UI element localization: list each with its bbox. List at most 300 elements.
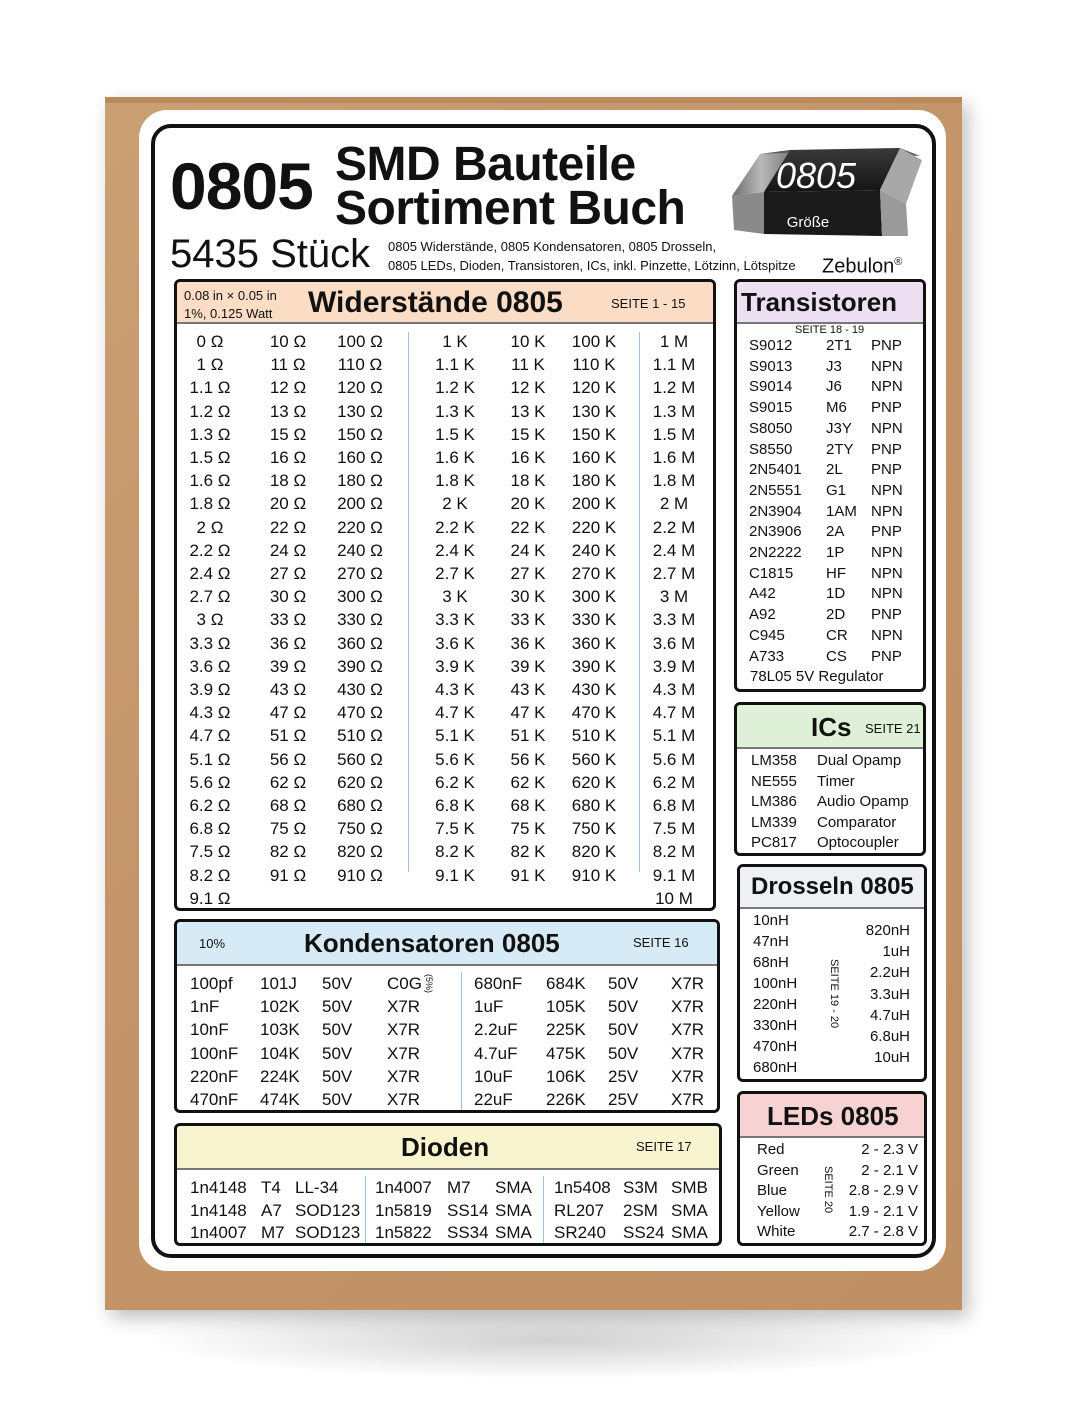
resistor-value: 3.9 Ω xyxy=(189,680,231,699)
capacitor-cell: X7R xyxy=(671,1090,705,1109)
resistor-value: 0 Ω xyxy=(196,332,224,351)
resistor-value: 1.5 M xyxy=(652,424,696,444)
brand-name xyxy=(822,250,902,279)
transistor-cell: C1815 xyxy=(749,564,794,582)
resistor-value: 6.2 M xyxy=(652,772,696,792)
led-voltage: 2 - 2.3 V xyxy=(861,1141,918,1158)
resistor-value: 36 Ω xyxy=(269,633,307,653)
inductor-value: 47nH xyxy=(753,933,789,950)
chip-caption: Größe xyxy=(786,214,830,231)
title-line-1: SMD Bauteile xyxy=(335,138,636,191)
capacitor-cell: 475K xyxy=(546,1043,586,1063)
capacitor-cell: 470nF xyxy=(190,1090,239,1109)
transistor-cell: J3 xyxy=(826,357,842,375)
inductors-section xyxy=(737,864,927,1082)
diode-cell: 1n4007 xyxy=(190,1223,247,1242)
transistor-cell: J3Y xyxy=(826,419,852,437)
transistor-cell: PNP xyxy=(871,647,902,665)
resistor-value: 1.2 M xyxy=(652,378,696,398)
resistor-value: 750 Ω xyxy=(337,819,383,839)
capacitor-cell: 50V xyxy=(608,1043,639,1063)
capacitor-cell: 226K xyxy=(546,1090,586,1109)
resistor-value: 510 K xyxy=(571,726,617,746)
transistors-title: Transistoren xyxy=(741,287,898,317)
resistor-value: 100 K xyxy=(571,332,617,351)
size-heading: 0805 xyxy=(170,149,313,223)
transistor-cell: J6 xyxy=(826,378,842,396)
resistor-value: 33 K xyxy=(510,610,546,630)
transistor-cell: 2D xyxy=(826,606,846,624)
ic-part: LM358 xyxy=(751,752,797,769)
resistor-value: 7.5 Ω xyxy=(189,842,231,862)
led-color: Blue xyxy=(757,1182,788,1200)
capacitor-cell: X7R xyxy=(671,1043,705,1063)
capacitor-cell: 25V xyxy=(608,1090,639,1109)
resistor-value: 6.2 K xyxy=(435,772,475,792)
resistor-value: 3 K xyxy=(442,587,468,607)
transistor-cell: S9014 xyxy=(749,378,793,396)
resistor-value: 62 Ω xyxy=(269,772,307,792)
resistor-value: 2.4 M xyxy=(652,540,696,560)
cog-tolerance-note: (5%) xyxy=(424,974,434,994)
resistor-value: 2.2 K xyxy=(435,517,475,537)
resistor-value: 120 K xyxy=(571,378,617,398)
diode-cell: 1n5408 xyxy=(554,1178,611,1197)
led-voltage: 2.8 - 2.9 V xyxy=(848,1182,918,1200)
transistor-cell: PNP xyxy=(871,523,902,541)
resistor-value: 1.1 Ω xyxy=(189,378,231,398)
resistor-value: 110 K xyxy=(572,355,616,375)
ics-section xyxy=(734,702,926,856)
transistor-cell: NPN xyxy=(871,502,903,520)
capacitor-cell: 25V xyxy=(608,1066,639,1086)
resistor-value: 4.3 K xyxy=(435,680,475,699)
diode-cell: 1n4148 xyxy=(190,1178,247,1197)
diode-cell: SS34 xyxy=(447,1223,489,1242)
resistor-value: 56 Ω xyxy=(269,749,307,769)
resistor-value: 6.8 K xyxy=(435,796,475,815)
capacitor-cell: X7R xyxy=(671,997,705,1017)
transistor-cell: S9015 xyxy=(749,399,793,417)
resistor-value: 130 K xyxy=(571,401,617,421)
resistor-value: 2.7 K xyxy=(435,564,475,583)
smd-chip-illustration xyxy=(730,146,924,238)
capacitor-cell: X7R xyxy=(671,974,705,993)
subtitle-line-2: 0805 LEDs, Dioden, Transistoren, ICs, inkl. Pinzette, Lötzinn, Lötspitze xyxy=(388,258,796,273)
resistor-value: 360 K xyxy=(571,633,617,653)
resistor-value: 3.3 Ω xyxy=(189,633,231,653)
diode-cell: SMA xyxy=(671,1223,708,1242)
leds-header xyxy=(740,1094,924,1138)
resistor-value: 27 K xyxy=(510,564,546,583)
capacitor-cell: 101J xyxy=(260,974,297,993)
transistor-cell: CR xyxy=(826,626,848,644)
resistor-value: 68 Ω xyxy=(269,796,307,815)
diode-cell: SOD123 xyxy=(295,1223,361,1242)
capacitor-cell: 104K xyxy=(260,1043,300,1063)
resistor-spec xyxy=(184,287,277,323)
transistor-cell: NPN xyxy=(871,564,903,582)
brand-text: Zebulon xyxy=(822,255,895,278)
leds-section xyxy=(737,1091,927,1246)
resistor-value: 24 Ω xyxy=(269,540,307,560)
subtitle-line-1: 0805 Widerstände, 0805 Kondensatoren, 0805 Drosseln, xyxy=(388,239,717,254)
ic-part: LM386 xyxy=(751,793,797,811)
resistor-value: 430 K xyxy=(571,680,617,699)
resistor-value: 560 K xyxy=(571,749,617,769)
resistor-value: 2 K xyxy=(442,494,468,514)
transistor-cell: NPN xyxy=(871,481,903,499)
transistor-cell: 2TY xyxy=(826,440,854,458)
capacitor-cell: 50V xyxy=(322,1043,353,1063)
diode-cell: 1n4148 xyxy=(190,1200,247,1220)
resistor-value: 270 K xyxy=(571,564,617,583)
leds-title: LEDs 0805 xyxy=(767,1101,899,1131)
diode-cell: SS14 xyxy=(447,1200,489,1220)
diodes-header xyxy=(177,1126,719,1170)
ic-function: Audio Opamp xyxy=(817,793,909,811)
diode-cell: SMA xyxy=(671,1200,708,1220)
resistor-value: 240 K xyxy=(571,540,617,560)
resistor-value: 10 M xyxy=(655,888,693,908)
transistor-cell: S9012 xyxy=(749,337,793,354)
ic-part: NE555 xyxy=(751,772,797,790)
resistor-value: 3 M xyxy=(659,587,689,607)
box-edge xyxy=(105,97,962,103)
transistor-cell: A733 xyxy=(749,647,785,665)
resistor-value: 1.8 K xyxy=(435,471,475,491)
transistor-cell: 1P xyxy=(826,544,845,561)
column-divider xyxy=(461,972,462,1110)
capacitor-cell: 2.2uF xyxy=(474,1020,518,1040)
diodes-section xyxy=(174,1123,722,1246)
capacitor-cell: 50V xyxy=(322,997,353,1017)
ic-function: Comparator xyxy=(817,813,897,831)
diode-cell: SMA xyxy=(495,1223,532,1242)
regulator-entry: 78L05 5V Regulator xyxy=(750,668,884,686)
resistor-value: 8.2 Ω xyxy=(189,865,231,885)
resistor-value: 7.5 M xyxy=(652,819,696,839)
transistor-cell: 2N2222 xyxy=(749,544,802,561)
resistor-value: 3.3 K xyxy=(435,610,475,630)
ic-function: Timer xyxy=(817,772,855,790)
capacitor-cell: 220nF xyxy=(190,1066,239,1086)
capacitor-cell: 22uF xyxy=(474,1090,513,1109)
resistor-value: 22 K xyxy=(510,517,546,537)
resistor-value: 1.3 K xyxy=(435,401,475,421)
resistor-value: 20 Ω xyxy=(269,494,307,514)
resistor-value: 10 Ω xyxy=(269,332,307,351)
resistor-value: 75 Ω xyxy=(269,819,307,839)
resistor-value: 6.8 Ω xyxy=(189,819,231,839)
resistor-value: 33 Ω xyxy=(269,610,307,630)
transistor-cell: PNP xyxy=(871,606,902,624)
transistor-cell: S8550 xyxy=(749,440,793,458)
diode-cell: RL207 xyxy=(554,1200,605,1220)
column-divider xyxy=(639,332,640,872)
resistor-value: 9.1 K xyxy=(435,865,475,885)
led-color: Red xyxy=(757,1141,785,1158)
capacitor-cell: 50V xyxy=(608,997,639,1017)
diode-cell: SR240 xyxy=(554,1223,606,1242)
resistor-value: 470 Ω xyxy=(337,703,383,723)
subtitle xyxy=(388,237,818,275)
resistor-value: 2 M xyxy=(659,494,689,514)
capacitor-tolerance: 10% xyxy=(199,936,226,951)
resistor-value: 680 K xyxy=(571,796,617,815)
resistor-value: 160 K xyxy=(571,448,617,467)
resistor-value: 91 Ω xyxy=(269,865,307,885)
resistor-value: 2.4 Ω xyxy=(189,564,231,583)
transistor-cell: 2T1 xyxy=(826,337,852,354)
resistor-value: 1 Ω xyxy=(196,355,224,375)
diode-cell: 1n5819 xyxy=(375,1200,432,1220)
resistor-value: 150 K xyxy=(571,424,617,444)
transistor-cell: C945 xyxy=(749,626,785,644)
resistor-value: 1.5 K xyxy=(435,424,475,444)
transistors-section xyxy=(734,279,926,692)
resistor-value: 1 M xyxy=(659,332,689,351)
resistor-value: 1.6 Ω xyxy=(189,471,231,491)
resistor-value: 3.6 Ω xyxy=(189,656,231,676)
registered-mark: ® xyxy=(894,256,903,268)
diode-cell: 1n4007 xyxy=(375,1178,432,1197)
resistor-value: 300 Ω xyxy=(337,587,383,607)
resistor-value: 68 K xyxy=(510,796,546,815)
capacitor-cell: 680nF xyxy=(474,974,523,993)
transistor-cell: CS xyxy=(826,647,847,665)
resistor-value: 750 K xyxy=(571,819,617,839)
resistor-value: 2.2 M xyxy=(652,517,696,537)
transistor-cell: PNP xyxy=(871,440,902,458)
transistor-cell: NPN xyxy=(871,357,903,375)
piece-count: 5435 Stück xyxy=(170,232,371,276)
resistor-value: 360 Ω xyxy=(337,633,383,653)
inductor-value: 220nH xyxy=(753,996,798,1013)
resistor-value: 16 Ω xyxy=(269,448,307,467)
resistor-value: 3.9 M xyxy=(652,656,696,676)
resistor-value: 47 Ω xyxy=(269,703,307,723)
resistor-value: 43 Ω xyxy=(269,680,307,699)
capacitor-cell: 103K xyxy=(260,1020,300,1040)
resistor-value: 22 Ω xyxy=(269,517,307,537)
resistor-value: 510 Ω xyxy=(337,726,383,746)
diode-cell: A7 xyxy=(261,1200,282,1220)
resistor-value: 5.6 Ω xyxy=(189,772,231,792)
capacitor-cell: 1uF xyxy=(474,997,504,1017)
resistor-value: 330 Ω xyxy=(337,610,383,630)
resistor-value: 1.2 Ω xyxy=(189,401,231,421)
capacitor-cell: 102K xyxy=(260,997,300,1017)
transistor-cell: 1D xyxy=(826,585,846,603)
resistor-value: 39 K xyxy=(510,656,546,676)
ic-part: PC817 xyxy=(751,834,797,852)
resistor-value: 5.1 M xyxy=(652,726,696,746)
diode-cell: SOD123 xyxy=(295,1200,361,1220)
resistor-value: 1.2 K xyxy=(435,378,475,398)
inductor-value: 820nH xyxy=(865,922,910,939)
resistor-value: 5.1 K xyxy=(435,726,475,746)
transistor-cell: S9013 xyxy=(749,357,793,375)
resistor-value: 200 Ω xyxy=(337,494,383,514)
led-voltage: 1.9 - 2.1 V xyxy=(848,1202,918,1220)
resistor-value: 820 Ω xyxy=(337,842,383,862)
resistor-value: 2.7 M xyxy=(652,564,696,583)
transistor-cell: 2L xyxy=(826,461,843,479)
capacitor-cell: 684K xyxy=(546,974,586,993)
resistor-value: 24 K xyxy=(510,540,546,560)
resistor-value: 1.6 M xyxy=(652,448,696,467)
transistor-cell: NPN xyxy=(871,585,903,603)
transistor-cell: S8050 xyxy=(749,419,793,437)
diode-cell: SMA xyxy=(495,1178,532,1197)
resistor-value: 220 Ω xyxy=(337,517,383,537)
resistor-value: 2.4 K xyxy=(435,540,475,560)
resistor-value: 13 K xyxy=(510,401,546,421)
transistor-cell: G1 xyxy=(826,481,847,499)
capacitors-title: Kondensatoren 0805 xyxy=(304,928,560,958)
resistor-value: 11 K xyxy=(511,355,545,375)
transistor-cell: A92 xyxy=(749,606,776,624)
resistor-value: 91 K xyxy=(510,865,546,885)
resistor-value: 470 K xyxy=(571,703,617,723)
column-divider xyxy=(365,1176,366,1244)
resistor-value: 390 K xyxy=(571,656,617,676)
capacitor-cell: 1nF xyxy=(190,997,220,1017)
transistor-cell: 2N5551 xyxy=(749,481,802,499)
resistor-value: 11 Ω xyxy=(270,355,306,375)
capacitors-section xyxy=(174,919,720,1113)
transistor-cell: 2N3904 xyxy=(749,502,802,520)
inductors-header xyxy=(740,867,924,909)
inductors-page: SEITE 19 - 20 xyxy=(828,959,840,1029)
ic-part: LM339 xyxy=(751,813,797,831)
resistor-value: 56 K xyxy=(510,749,546,769)
capacitor-cell: 50V xyxy=(322,1020,353,1040)
diode-cell: LL-34 xyxy=(295,1178,339,1197)
resistor-value: 560 Ω xyxy=(337,749,383,769)
capacitor-cell: X7R xyxy=(387,1043,421,1063)
ic-function: Optocoupler xyxy=(817,834,899,852)
capacitor-cell: 474K xyxy=(260,1090,300,1109)
inductor-value: 10nH xyxy=(753,912,789,929)
resistor-value: 8.2 K xyxy=(435,842,475,862)
capacitor-cell: X7R xyxy=(671,1020,705,1040)
capacitor-cell: 50V xyxy=(322,974,353,993)
resistor-value: 240 Ω xyxy=(337,540,383,560)
resistor-value: 5.6 M xyxy=(652,749,696,769)
resistor-value: 12 K xyxy=(510,378,546,398)
resistor-value: 330 K xyxy=(571,610,617,630)
resistor-value: 12 Ω xyxy=(269,378,307,398)
transistor-cell: 2N5401 xyxy=(749,461,802,479)
resistors-page: SEITE 1 - 15 xyxy=(611,296,686,311)
resistor-value: 390 Ω xyxy=(337,656,383,676)
box-shadow xyxy=(140,1300,960,1380)
resistor-value: 30 Ω xyxy=(269,587,307,607)
resistor-value: 47 K xyxy=(510,703,546,723)
capacitor-cell: X7R xyxy=(387,997,421,1017)
diode-cell: SMA xyxy=(495,1200,532,1220)
capacitor-cell: 50V xyxy=(322,1066,353,1086)
resistor-value: 51 K xyxy=(510,726,546,746)
resistor-value: 430 Ω xyxy=(337,680,383,699)
resistor-value: 9.1 M xyxy=(652,865,696,885)
resistor-value: 51 Ω xyxy=(269,726,307,746)
resistor-value: 120 Ω xyxy=(337,378,383,398)
resistor-value: 82 Ω xyxy=(269,842,307,862)
transistor-cell: PNP xyxy=(871,337,902,354)
capacitor-cell: X7R xyxy=(671,1066,705,1086)
resistors-header xyxy=(177,282,713,324)
resistor-value: 30 K xyxy=(510,587,546,607)
led-color: Green xyxy=(757,1161,799,1179)
inductor-value: 1uH xyxy=(882,943,910,961)
resistor-value: 16 K xyxy=(510,448,546,467)
diode-cell: 2SM xyxy=(623,1200,658,1220)
inductor-value: 6.8uH xyxy=(869,1028,910,1045)
transistor-cell: 2N3906 xyxy=(749,523,802,541)
resistors-title: Widerstände 0805 xyxy=(308,286,563,319)
resistor-value: 270 Ω xyxy=(337,564,383,583)
diode-cell: 1n5822 xyxy=(375,1223,432,1242)
diode-cell: M7 xyxy=(447,1178,471,1197)
resistor-value: 4.7 M xyxy=(652,703,696,723)
resistor-value: 160 Ω xyxy=(337,448,383,467)
capacitor-cell: 10nF xyxy=(190,1020,229,1040)
capacitors-header xyxy=(177,922,717,966)
resistor-value: 8.2 M xyxy=(652,842,696,862)
capacitor-cell: 50V xyxy=(608,1020,639,1040)
diode-cell: T4 xyxy=(261,1178,281,1197)
transistor-cell: NPN xyxy=(871,544,903,561)
resistor-value: 910 Ω xyxy=(337,865,383,885)
capacitor-cell: 4.7uF xyxy=(474,1043,518,1063)
resistor-value: 620 K xyxy=(571,772,617,792)
diodes-title: Dioden xyxy=(401,1132,490,1162)
resistor-value: 5.1 Ω xyxy=(189,749,231,769)
resistor-value: 220 K xyxy=(571,517,617,537)
resistor-value: 1.3 M xyxy=(652,401,696,421)
inductor-value: 330nH xyxy=(753,1017,798,1034)
resistor-value: 100 Ω xyxy=(337,332,383,351)
capacitor-cell: 50V xyxy=(322,1090,353,1109)
resistor-value: 180 Ω xyxy=(337,471,383,491)
resistor-value: 1.3 Ω xyxy=(189,424,231,444)
resistor-value: 5.6 K xyxy=(435,749,475,769)
capacitor-cell: 225K xyxy=(546,1020,586,1040)
capacitor-cell: 10uF xyxy=(474,1066,513,1086)
resistor-value: 910 K xyxy=(571,865,617,885)
inductor-value: 2.2uH xyxy=(869,964,910,982)
transistor-cell: PNP xyxy=(871,461,902,479)
resistor-value: 9.1 Ω xyxy=(189,888,231,908)
resistor-value: 18 Ω xyxy=(269,471,307,491)
resistor-value: 110 Ω xyxy=(337,355,383,375)
capacitor-cell: 100pf xyxy=(190,974,233,993)
inductor-value: 4.7uH xyxy=(869,1006,910,1024)
resistor-value: 1.8 M xyxy=(652,471,696,491)
resistor-value: 1 K xyxy=(442,332,468,351)
transistor-cell: NPN xyxy=(871,419,903,437)
capacitors-page: SEITE 16 xyxy=(633,935,689,950)
resistor-value: 1.1 K xyxy=(435,355,475,375)
resistor-value: 39 Ω xyxy=(269,656,307,676)
led-color: Yellow xyxy=(757,1202,800,1220)
resistor-value: 2 Ω xyxy=(196,517,224,537)
ics-page: SEITE 21 xyxy=(865,721,921,736)
capacitor-cell: 224K xyxy=(260,1066,300,1086)
